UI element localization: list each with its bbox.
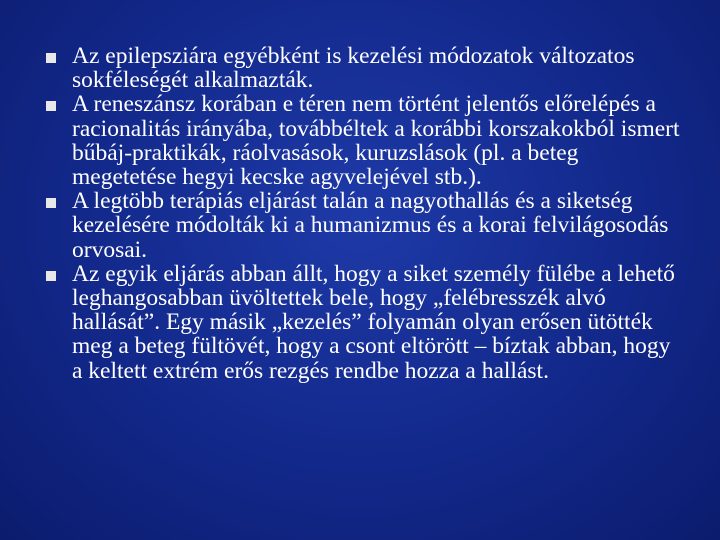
bullet-item xyxy=(40,262,680,383)
bullet-text: Az egyik eljárás abban állt, hogy a siket személy fülébe a lehető leghangosabban üvöltettek bele, hogy „felébresszék alvó hallását”. Egy másik „kezelés” folyamán olyan erősen ütötték meg a beteg fültövét, hogy a csont eltörött – bíztak abban, hogy a keltett extrém erős rezgés rendbe hozza a hallást. xyxy=(72,260,675,384)
bullet-item xyxy=(40,44,680,92)
square-bullet-icon xyxy=(46,198,56,208)
bullet-list xyxy=(40,44,680,383)
square-bullet-icon xyxy=(46,53,56,63)
bullet-item xyxy=(40,189,680,262)
bullet-text: Az epilepsziára egyébként is kezelési módozatok változatos sokféleségét alkalmazták. xyxy=(72,43,635,94)
bullet-item xyxy=(40,92,680,189)
square-bullet-icon xyxy=(46,101,56,111)
square-bullet-icon xyxy=(46,271,56,281)
bullet-text: A legtöbb terápiás eljárást talán a nagyothallás és a siketség kezelésére módolták ki a humanizmus és a korai felvilágosodás orvosai. xyxy=(72,188,669,263)
bullet-text: A reneszánsz korában e téren nem történt jelentős előrelépés a racionalitás irányába, továbbéltek a korábbi korszakokból ismert bűbáj-praktikák, ráolvasások, kuruzslások (pl. a beteg megetetése hegyi kecske agyvelejével stb.). xyxy=(72,91,680,191)
